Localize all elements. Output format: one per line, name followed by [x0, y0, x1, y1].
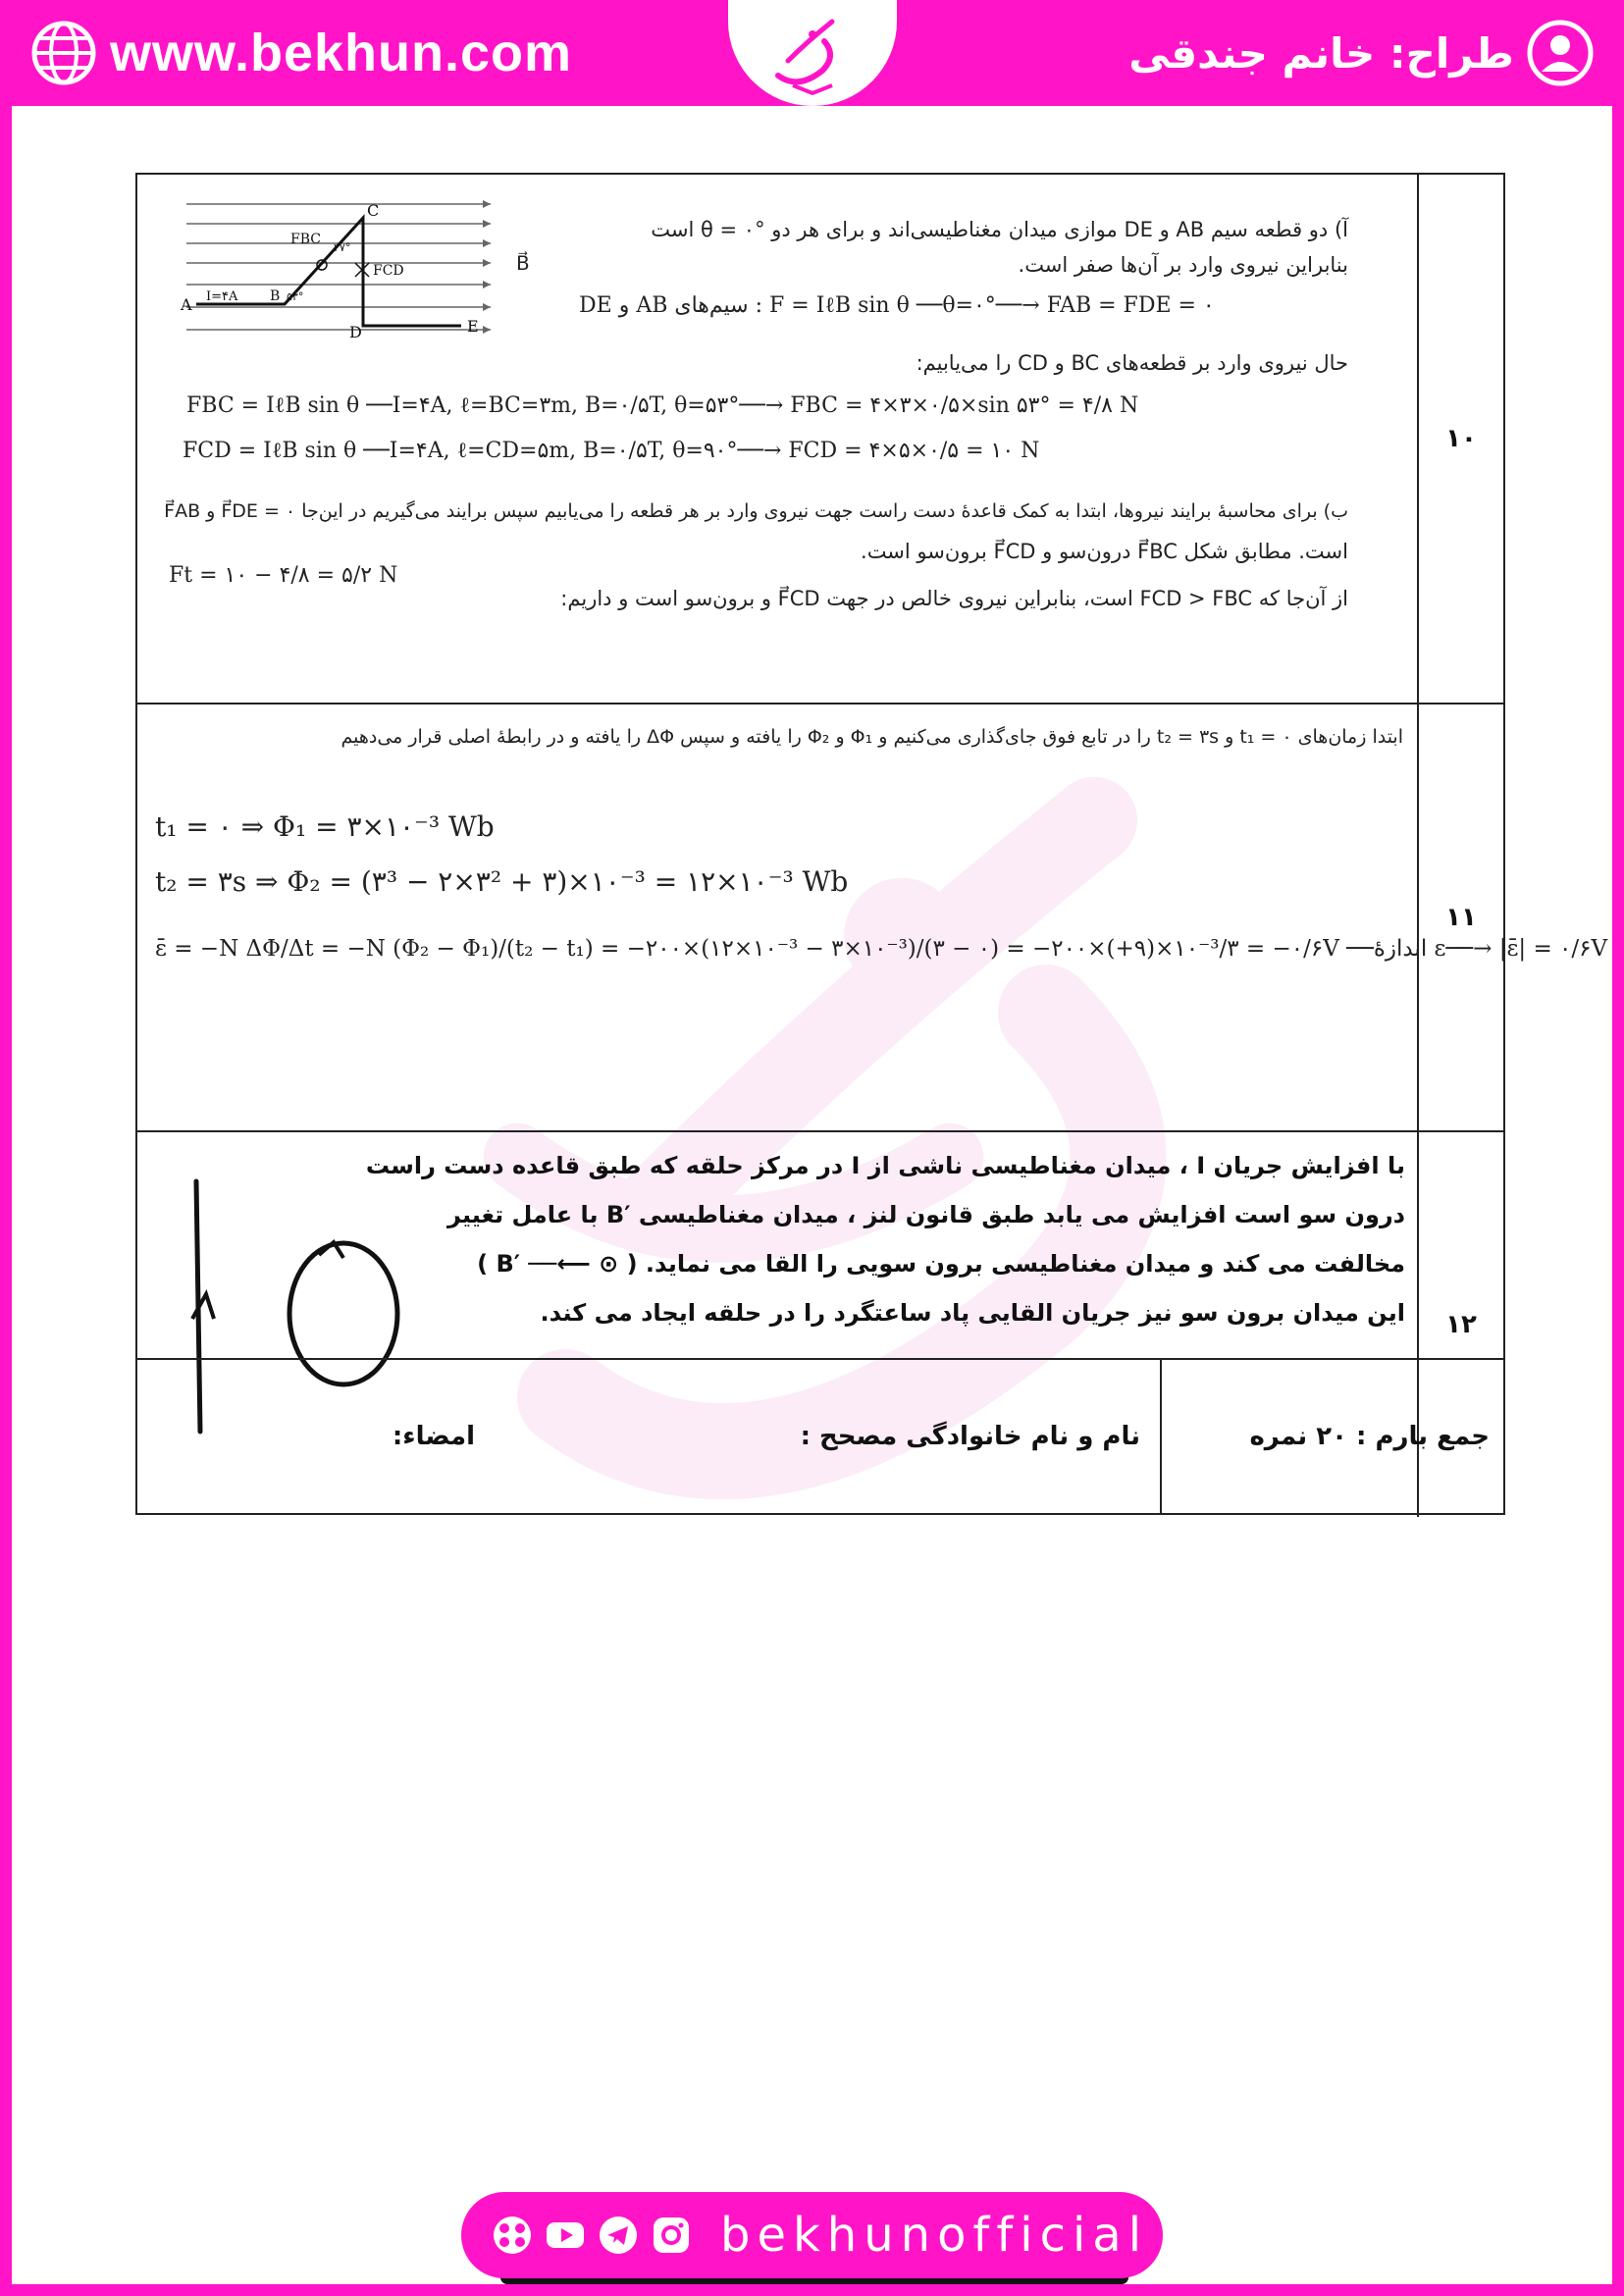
wire-field-diagram	[177, 194, 500, 341]
answer-text: بنابراین نیروی وارد بر آن‌ها صفر است.	[1018, 253, 1348, 277]
grader-name: نام و نام خانوادگی مصحح :	[800, 1422, 1140, 1451]
equation: DE و AB سیم‌های : F = IℓB sin θ ──θ=۰°──→ FAB = FDE = ۰	[579, 293, 1215, 318]
footer-divider	[1160, 1360, 1162, 1513]
label-fbc: FBC	[290, 232, 321, 247]
author-credit	[1128, 16, 1595, 90]
question-number: ۱۱	[1417, 704, 1503, 1130]
equation: Ft = ۱۰ − ۴/۸ = ۵/۲ N	[169, 563, 398, 588]
equation: t₁ = ۰ ⇒ Φ₁ = ۳×۱۰⁻³ Wb	[155, 810, 495, 843]
table-row-10	[137, 175, 1503, 704]
answer-10	[137, 175, 1417, 703]
signature: امضاء:	[392, 1422, 475, 1451]
question-number: ۱۰	[1417, 175, 1503, 703]
aparat-icon[interactable]	[491, 2214, 534, 2257]
field-label: B⃗	[516, 251, 530, 275]
site-link[interactable]	[29, 16, 572, 90]
answer-text: با افزایش جریان I ، میدان مغناطیسی ناشی از I در مرکز حلقه که طبق قاعده دست راست	[365, 1152, 1405, 1179]
answer-text: از آن‌جا که FCD > FBC است، بنابراین نیروی خالص در جهت F⃗CD و برون‌سو است و داریم:	[560, 587, 1348, 610]
label-fcd: FCD	[373, 263, 404, 279]
answer-text: درون سو است افزایش می یابد طبق قانون لنز ، میدان مغناطیسی ′B با عامل تغییر	[447, 1201, 1405, 1228]
total-score: جمع بارم : ۲۰ نمره	[1249, 1422, 1490, 1451]
equation: t₂ = ۳s ⇒ Φ₂ = (۳³ − ۲×۳² + ۳)×۱۰⁻³ = ۱۲×۱۰⁻³ Wb	[155, 865, 849, 898]
answer-text: است. مطابق شکل F⃗BC درون‌سو و F⃗CD برون‌سو است.	[861, 540, 1348, 563]
label-c: C	[367, 201, 380, 220]
table-row-11	[137, 704, 1608, 1132]
label-angle1: ۳۷°	[334, 241, 351, 254]
answer-text: مخالفت می کند و میدان مغناطیسی برون سویی را القا می نماید. ( ⊙ ⟵── ′B )	[477, 1250, 1405, 1278]
social-bar[interactable]	[461, 2192, 1163, 2278]
label-b: B	[270, 288, 281, 304]
question-number: ۱۲	[1417, 1132, 1503, 1517]
answer-text: ابتدا زمان‌های t₁ = ۰ و t₂ = ۳s را در تابع فوق جای‌گذاری می‌کنیم و Φ₁ و Φ₂ را یافته و سپس ΔΦ را یافته و در رابطهٔ اصلی قرار می‌دهیم	[341, 726, 1403, 748]
label-d: D	[349, 323, 362, 341]
label-e: E	[467, 317, 479, 336]
answer-text: حال نیروی وارد بر قطعه‌های BC و CD را می‌یابیم:	[916, 351, 1348, 375]
social-handle: bekhunofficial	[720, 2208, 1149, 2263]
answer-text: این میدان برون سو نیز جریان القایی پاد ساعتگرد را در حلقه ایجاد می کند.	[540, 1299, 1405, 1327]
label-angle2: ۵۳°	[287, 290, 304, 303]
globe-icon	[29, 19, 98, 87]
label-a: A	[181, 295, 192, 314]
telegram-icon[interactable]	[597, 2214, 640, 2257]
grading-footer	[137, 1358, 1503, 1513]
answer-text: آ) دو قطعه سیم AB و DE موازی میدان مغناطیسی‌اند و برای هر دو θ = ۰° است	[651, 218, 1348, 241]
answer-text: ب) برای محاسبهٔ برایند نیروها، ابتدا به کمک قاعدهٔ دست راست جهت نیروی وارد بر هر قطعه را می‌یابیم سپس برایند می‌گیریم در این‌جا ۰ = F⃗DE و F⃗AB	[164, 500, 1348, 522]
youtube-icon[interactable]	[544, 2214, 587, 2257]
answer-table	[135, 173, 1608, 1515]
equation: ε̄ = −N ΔΦ/Δt = −N (Φ₂ − Φ₁)/(t₂ − t₁) = −۲۰۰×(۱۲×۱۰⁻³ − ۳×۱۰⁻³)/(۳ − ۰) = −۲۰۰×(+۹)×۱۰⁻³/۳ = −۰/۶V ──اندازهٔ ε──→ |ε̄| = ۰/۶V	[155, 936, 1608, 962]
user-icon	[1526, 19, 1595, 87]
equation: FBC = IℓB sin θ ──I=۴A, ℓ=BC=۳m, B=۰/۵T, θ=۵۳°──→ FBC = ۴×۳×۰/۵×sin ۵۳° = ۴/۸ N	[186, 393, 1139, 418]
author-name: طراح: خانم جندقی	[1128, 28, 1514, 78]
equation: FCD = IℓB sin θ ──I=۴A, ℓ=CD=۵m, B=۰/۵T, θ=۹۰°──→ FCD = ۴×۵×۰/۵ = ۱۰ N	[183, 439, 1040, 463]
brand-logo-icon	[754, 7, 871, 100]
label-current: I=۴A	[206, 289, 238, 304]
site-url: www.bekhun.com	[110, 24, 573, 82]
instagram-icon[interactable]	[650, 2214, 693, 2257]
